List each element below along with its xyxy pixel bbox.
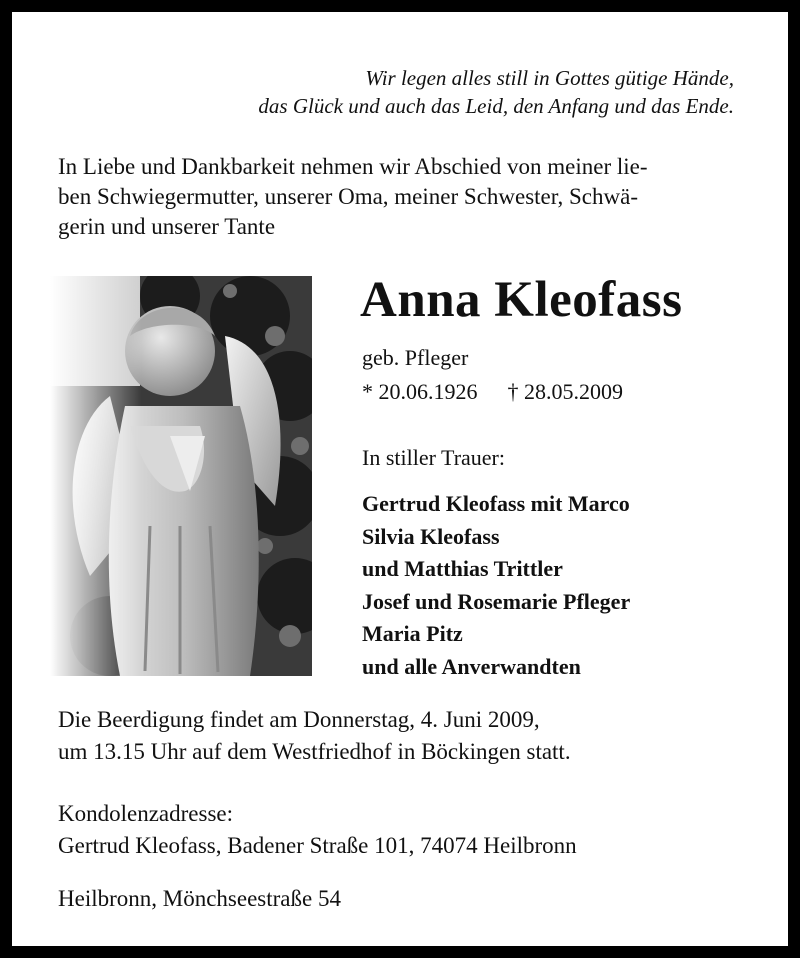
location-line: Heilbronn, Mönchseestraße 54 xyxy=(58,886,341,911)
angel-statue-image xyxy=(50,276,312,676)
funeral-details xyxy=(58,704,758,768)
condolence-address xyxy=(58,798,758,862)
intro-line: ben Schwiegermutter, unserer Oma, meiner Schwester, Schwä- xyxy=(58,184,638,209)
mourner-entry: Maria Pitz xyxy=(362,621,463,647)
mourner-entry: Josef und Rosemarie Pfleger xyxy=(362,588,631,614)
funeral-line: Die Beerdigung findet am Donnerstag, 4. Juni 2009, xyxy=(58,707,540,732)
angel-statue-photo xyxy=(50,276,312,676)
intro-line: In Liebe und Dankbarkeit nehmen wir Abschied von meiner lie- xyxy=(58,154,648,179)
mourner-entry: Gertrud Kleofass mit Marco xyxy=(362,491,630,516)
death-date: † 28.05.2009 xyxy=(507,379,623,404)
condolence-label: Kondolenzadresse: xyxy=(58,801,233,826)
condolence-address-line: Gertrud Kleofass, Badener Straße 101, 74074 Heilbronn xyxy=(58,833,577,858)
mourner-entry: Silvia Kleofass xyxy=(362,523,500,549)
mourner-entry: und Matthias Trittler xyxy=(362,556,563,582)
motto-line: Wir legen alles still in Gottes gütige Hände, xyxy=(365,66,734,90)
mourning-label: In stiller Trauer: xyxy=(362,445,505,470)
intro-text xyxy=(58,152,758,242)
funeral-line: um 13.15 Uhr auf dem Westfriedhof in Böckingen statt. xyxy=(58,739,571,764)
motto-line: das Glück und auch das Leid, den Anfang und das Ende. xyxy=(258,94,734,118)
mourners-list xyxy=(362,488,630,684)
mourner-entry: und alle Anverwandten xyxy=(362,653,581,679)
birth-name: geb. Pfleger xyxy=(362,345,469,370)
deceased-name: Anna Kleofass xyxy=(360,272,683,328)
intro-line: gerin und unserer Tante xyxy=(58,214,276,239)
life-dates xyxy=(362,378,623,406)
motto-verse xyxy=(134,64,734,120)
birth-date: * 20.06.1926 xyxy=(362,379,478,404)
